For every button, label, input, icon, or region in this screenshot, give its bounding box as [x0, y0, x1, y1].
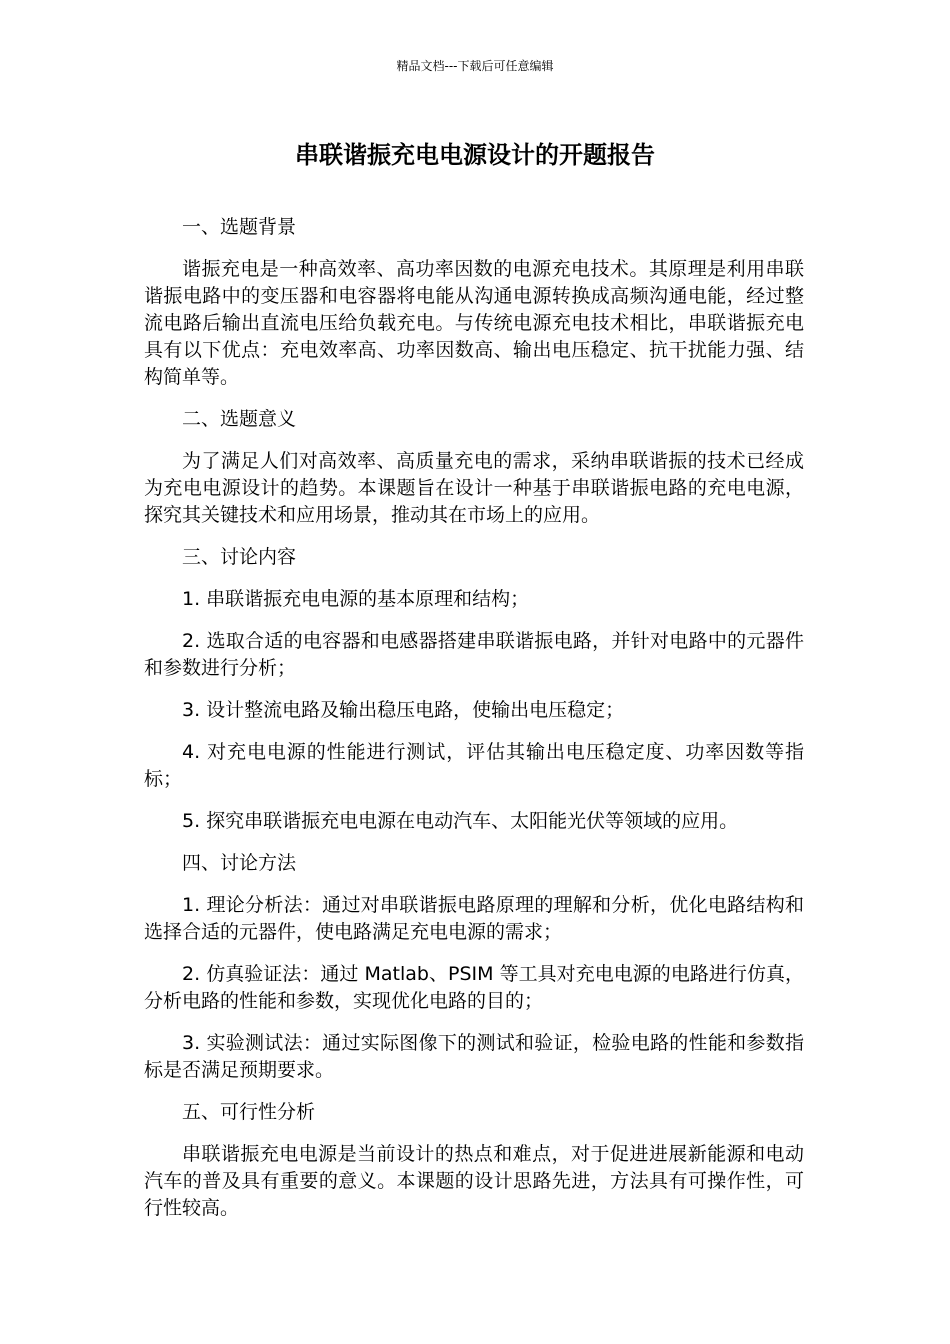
page-header: 精品文档---下载后可任意编辑: [396, 59, 554, 73]
paragraph: 为了满足人们对高效率、高质量充电的需求，采纳串联谐振的技术已经成为充电电源设计的趋势。本课题旨在设计一种基于串联谐振电路的充电电源，探究其关键技术和应用场景，推动其在市场上的应用。: [144, 450, 804, 526]
document-body: [144, 214, 804, 1237]
section-heading: 三、讨论内容: [182, 546, 297, 568]
section-background: [144, 214, 804, 391]
list-item: 5. 探究串联谐振充电电源在电动汽车、太阳能光伏等领域的应用。: [182, 810, 739, 832]
section-heading: 四、讨论方法: [182, 852, 297, 874]
list-item: 4. 对充电电源的性能进行测试，评估其输出电压稳定度、功率因数等指标；: [144, 741, 804, 790]
section-heading: 一、选题背景: [182, 216, 297, 238]
section-research-methods: [144, 850, 804, 1084]
document-title: 串联谐振充电电源设计的开题报告: [295, 141, 655, 169]
section-heading: 五、可行性分析: [182, 1101, 316, 1123]
list-item: 1. 串联谐振充电电源的基本原理和结构；: [182, 588, 530, 610]
list-item: 3. 实验测试法：通过实际图像下的测试和验证，检验电路的性能和参数指标是否满足预期要求。: [144, 1032, 804, 1081]
section-heading: 二、选题意义: [182, 408, 297, 430]
list-item: 2. 仿真验证法：通过 Matlab、PSIM 等工具对充电电源的电路进行仿真，分析电路的性能和参数，实现优化电路的目的；: [144, 963, 804, 1012]
paragraph: 串联谐振充电电源是当前设计的热点和难点，对于促进进展新能源和电动汽车的普及具有重要的意义。本课题的设计思路先进，方法具有可操作性，可行性较高。: [144, 1143, 804, 1219]
list-item: 2. 选取合适的电容器和电感器搭建串联谐振电路，并针对电路中的元器件和参数进行分析；: [144, 630, 804, 679]
list-item: 1. 理论分析法：通过对串联谐振电路原理的理解和分析，优化电路结构和选择合适的元器件，使电路满足充电电源的需求；: [144, 894, 804, 943]
section-research-content: [144, 544, 804, 835]
section-significance: [144, 406, 804, 529]
section-feasibility: [144, 1099, 804, 1222]
list-item: 3. 设计整流电路及输出稳压电路，使输出电压稳定；: [182, 699, 625, 721]
paragraph: 谐振充电是一种高效率、高功率因数的电源充电技术。其原理是利用串联谐振电路中的变压器和电容器将电能从沟通电源转换成高频沟通电能，经过整流电路后输出直流电压给负载充电。与传统电源充电技术相比，串联谐振充电具有以下优点：充电效率高、功率因数高、输出电压稳定、抗干扰能力强、结构简单等。: [144, 258, 804, 388]
